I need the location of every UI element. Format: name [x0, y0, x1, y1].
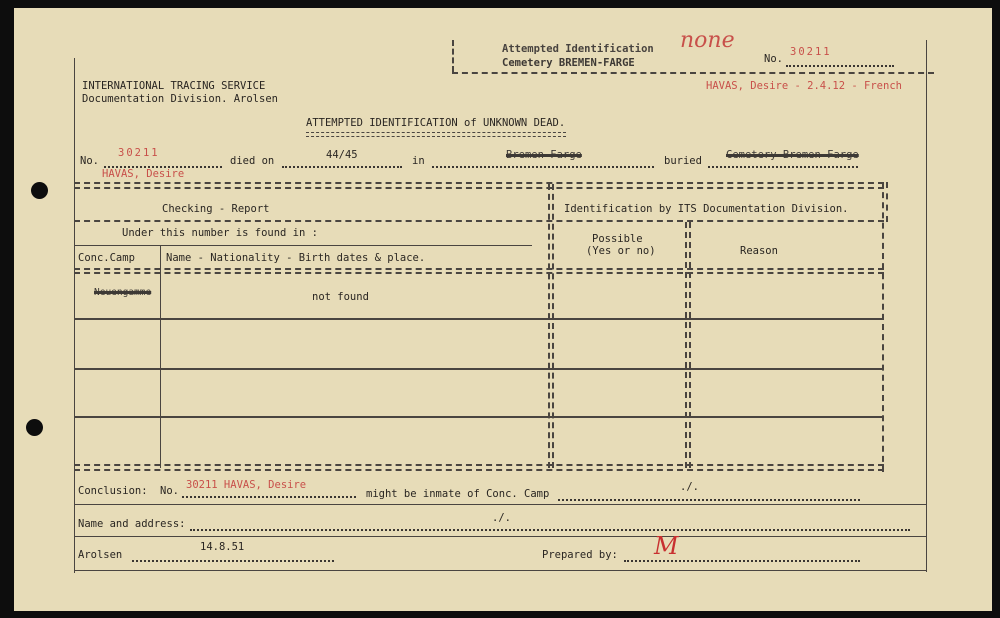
stamp-box-bottom	[452, 72, 934, 74]
card-top-right-rule	[926, 40, 927, 572]
conclusion-middle: might be inmate of Conc. Camp	[366, 488, 550, 500]
checking-header: Checking - Report	[162, 203, 270, 215]
footer-date: 14.8.51	[200, 541, 245, 553]
table-divider-reason-2	[689, 222, 691, 468]
record-no-label: No.	[80, 155, 99, 167]
title-underline-1	[306, 132, 566, 133]
buried-dots	[708, 166, 858, 168]
footer-rule	[74, 570, 926, 571]
buried-label: buried	[664, 155, 702, 167]
table-header-rule	[74, 220, 884, 222]
org-line-2: Documentation Division. Arolsen	[82, 93, 278, 105]
handwritten-note: none	[680, 28, 735, 53]
footer-date-dots	[132, 560, 334, 562]
table-row-rule	[74, 318, 884, 320]
conclusion-camp-dots	[558, 499, 860, 501]
record-number: 30211	[118, 147, 160, 159]
table-divider-main-2	[552, 184, 554, 468]
identification-header: Identification by ITS Documentation Division.	[564, 203, 849, 215]
conclusion-dots	[182, 496, 356, 498]
table-right-border	[882, 182, 884, 472]
buried-value: Cemetery Bremen-Farge	[726, 149, 859, 161]
table-top-2	[74, 187, 884, 189]
top-no-dots	[786, 65, 894, 67]
under-number-label: Under this number is found in :	[122, 227, 318, 239]
punch-hole-bottom	[26, 419, 43, 436]
died-dots	[282, 166, 402, 168]
top-right-note: HAVAS, Desire - 2.4.12 - French	[706, 80, 902, 92]
prepared-label: Prepared by:	[542, 549, 618, 561]
conclusion-camp-value: ./.	[680, 481, 699, 493]
table-right-border-2	[886, 182, 888, 222]
table-row-rule	[74, 368, 884, 370]
table-divider-reason	[685, 222, 687, 468]
table-top-1	[74, 182, 884, 184]
in-label: in	[412, 155, 425, 167]
possible-header-1: Possible	[592, 233, 643, 245]
possible-header-2: (Yes or no)	[586, 245, 656, 257]
conclusion-rule	[74, 504, 926, 505]
stamp-line-2: Cemetery BREMEN-FARGE	[502, 57, 635, 69]
table-bottom-1	[74, 464, 884, 466]
in-dots	[432, 166, 654, 168]
stamp-line-1: Attempted Identification	[502, 43, 654, 55]
col-camp-header: Conc.Camp	[78, 252, 135, 264]
name-address-dots	[190, 529, 910, 531]
conclusion-no-label: No.	[160, 485, 179, 497]
conclusion-value: 30211 HAVAS, Desire	[186, 479, 307, 491]
col-name-header: Name - Nationality - Birth dates & place.	[166, 252, 426, 264]
under-number-rule	[74, 245, 532, 246]
col-header-rule-1	[74, 268, 884, 270]
reason-header: Reason	[740, 245, 778, 257]
conclusion-label: Conclusion:	[78, 485, 148, 497]
died-label: died on	[230, 155, 275, 167]
record-name-note: HAVAS, Desire	[102, 168, 185, 180]
table-row-name: not found	[312, 291, 369, 303]
prepared-dots	[624, 560, 860, 562]
signature: M	[654, 532, 679, 560]
name-address-label: Name and address:	[78, 518, 186, 530]
name-address-value: ./.	[492, 512, 511, 524]
form-title: ATTEMPTED IDENTIFICATION of UNKNOWN DEAD.	[306, 117, 566, 129]
top-no-label: No.	[764, 53, 783, 65]
table-row-camp: Neuengamme	[94, 287, 152, 298]
card-left-rule	[74, 58, 75, 573]
top-number: 30211	[790, 46, 832, 58]
table-divider-camp	[160, 246, 161, 468]
name-address-rule	[74, 536, 926, 537]
table-divider-main	[548, 184, 550, 468]
title-underline-2	[306, 136, 566, 137]
org-line-1: INTERNATIONAL TRACING SERVICE	[82, 80, 266, 92]
in-value: Bremen-Farge	[506, 149, 582, 161]
punch-hole-top	[31, 182, 48, 199]
died-value: 44/45	[326, 149, 358, 161]
stamp-box-left	[452, 40, 454, 72]
document-card	[14, 8, 992, 611]
footer-place: Arolsen	[78, 549, 123, 561]
table-bottom-2	[74, 469, 884, 471]
table-row-rule	[74, 416, 884, 418]
col-header-rule-2	[74, 272, 884, 274]
